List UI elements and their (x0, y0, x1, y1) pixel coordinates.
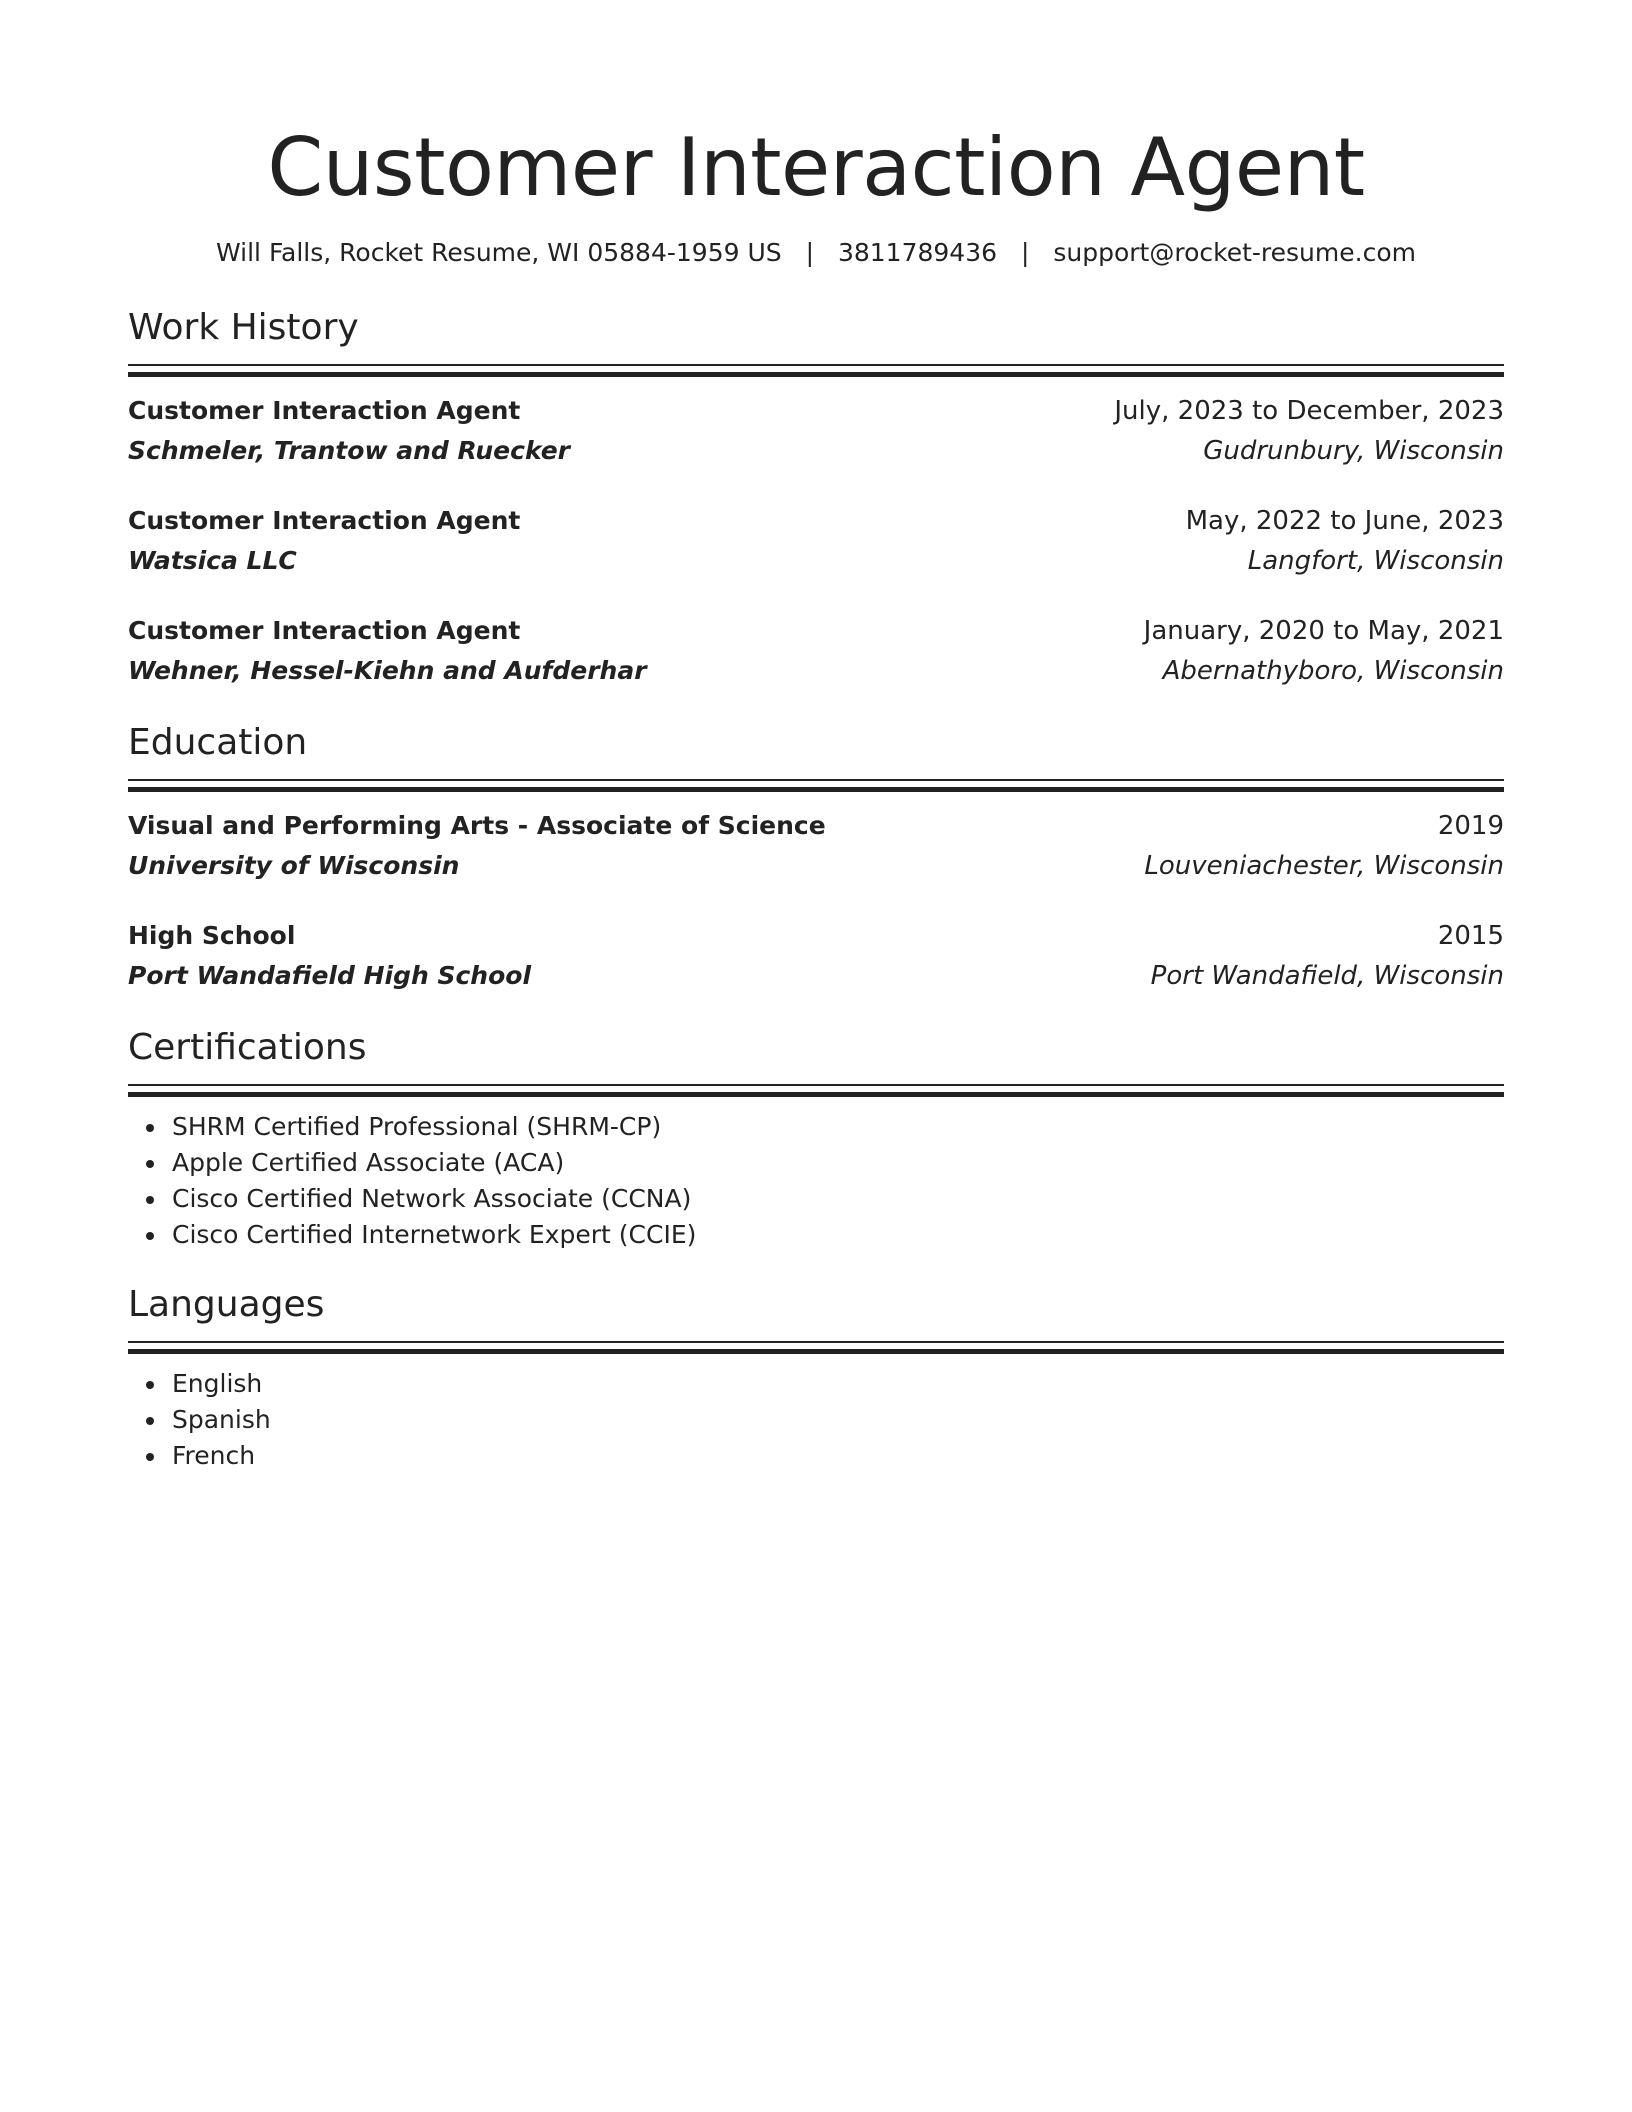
contact-line (128, 236, 1504, 270)
work-entry (128, 391, 1504, 471)
contact-separator: | (1020, 238, 1030, 267)
work-entry (128, 501, 1504, 581)
languages-list (128, 1366, 1504, 1474)
section-divider (128, 364, 1504, 375)
certification-item: Cisco Certified Internetwork Expert (CCIE) (172, 1217, 1504, 1253)
work-history-section (128, 304, 1504, 691)
contact-address: Will Falls, Rocket Resume, WI 05884-1959 US (216, 238, 782, 267)
job-location: Abernathyboro, Wisconsin (1162, 656, 1504, 686)
degree-name: High School (128, 921, 296, 950)
certification-item: SHRM Certified Professional (SHRM-CP) (172, 1109, 1504, 1145)
language-item: English (172, 1366, 1504, 1402)
company-name: Schmeler, Trantow and Ruecker (128, 436, 570, 465)
contact-phone: 3811789436 (837, 238, 998, 267)
work-entry (128, 611, 1504, 691)
graduation-year: 2019 (1437, 811, 1504, 841)
job-location: Gudrunbury, Wisconsin (1203, 436, 1504, 466)
section-divider (128, 779, 1504, 790)
school-name: Port Wandafield High School (128, 961, 532, 990)
languages-section (128, 1281, 1504, 1474)
contact-email: support@rocket-resume.com (1053, 238, 1416, 267)
degree-name: Visual and Performing Arts - Associate of Science (128, 811, 826, 840)
job-title: Customer Interaction Agent (128, 506, 521, 535)
section-title-work-history: Work History (128, 307, 359, 348)
language-item: French (172, 1438, 1504, 1474)
job-location: Langfort, Wisconsin (1247, 546, 1504, 576)
job-dates: May, 2022 to June, 2023 (1185, 506, 1504, 536)
section-divider (128, 1084, 1504, 1095)
education-entries (128, 806, 1504, 996)
school-location: Port Wandafield, Wisconsin (1150, 961, 1504, 991)
resume-title: Customer Interaction Agent (267, 121, 1365, 214)
school-location: Louveniachester, Wisconsin (1144, 851, 1504, 881)
job-dates: January, 2020 to May, 2021 (1143, 616, 1504, 646)
school-name: University of Wisconsin (128, 851, 460, 880)
certifications-section (128, 1024, 1504, 1253)
company-name: Watsica LLC (128, 546, 297, 575)
section-divider (128, 1341, 1504, 1352)
education-section (128, 719, 1504, 996)
certifications-list (128, 1109, 1504, 1253)
work-history-entries (128, 391, 1504, 691)
job-title: Customer Interaction Agent (128, 616, 521, 645)
language-item: Spanish (172, 1402, 1504, 1438)
certification-item: Cisco Certified Network Associate (CCNA) (172, 1181, 1504, 1217)
section-title-languages: Languages (128, 1284, 325, 1325)
job-title: Customer Interaction Agent (128, 396, 521, 425)
education-entry (128, 806, 1504, 886)
certification-item: Apple Certified Associate (ACA) (172, 1145, 1504, 1181)
company-name: Wehner, Hessel-Kiehn and Aufderhar (128, 656, 647, 685)
education-entry (128, 916, 1504, 996)
graduation-year: 2015 (1437, 921, 1504, 951)
section-title-education: Education (128, 722, 308, 763)
job-dates: July, 2023 to December, 2023 (1114, 396, 1504, 426)
section-title-certifications: Certifications (128, 1027, 367, 1068)
contact-separator: | (805, 238, 815, 267)
